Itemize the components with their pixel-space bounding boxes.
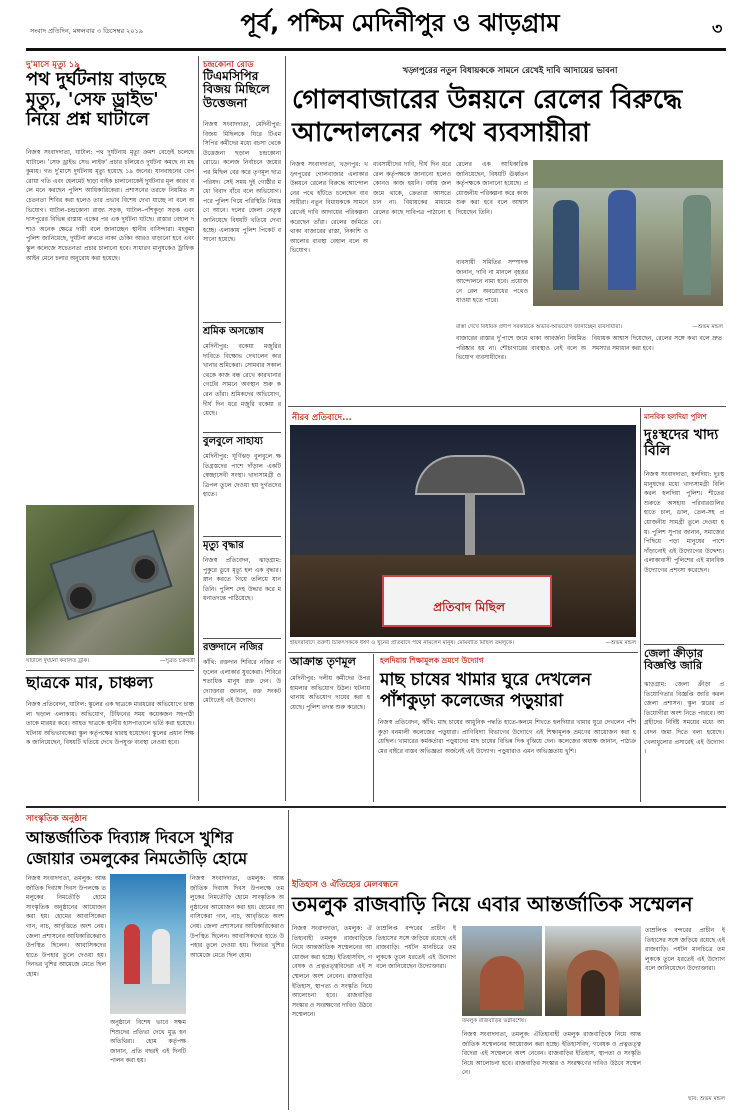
protest-photo bbox=[290, 425, 636, 637]
police-kicker: মানবিক হলদিয়া পুলিশ bbox=[644, 413, 707, 421]
blood-headline: রক্তদানে নজির bbox=[203, 642, 264, 653]
person-figure bbox=[608, 190, 636, 290]
masthead-date: সংবাদ প্রতিদিন, মঙ্গলবার ৩ ডিসেম্বর ২০১৯ bbox=[30, 27, 144, 35]
lead-body-col5: বিধায়ক আশ্বাস দিয়েছেন, রেলের সঙ্গে কথা বলে দ্রুত সমস্যার সমাধান করা হবে। bbox=[592, 335, 722, 352]
col2-headline: টিএমসিপির বিজয় মিছিলে উত্তেজনা bbox=[203, 69, 270, 110]
truck-photo-credit: —সুব্রত চক্রবর্তী bbox=[159, 658, 195, 664]
truck-photo-caption: ঘাটালে দুর্ঘটনা কবলিত ট্রাক। bbox=[26, 658, 90, 664]
lead-body-col4: বাজারের রাস্তার দু'পাশে জমে থাকা আবর্জনা নিয়মিত পরিষ্কার হয় না। শৌচাগারের ব্যবস্থাও নেই বলে অভিযোগ ব্যবসায়ীদের। bbox=[456, 335, 586, 362]
masthead bbox=[0, 0, 750, 46]
col2-divider bbox=[203, 432, 281, 433]
disability-body-2: অনুষ্ঠানে বিশেষ ভাবে সক্ষম শিশুদের প্রতিভা দেখে মুগ্ধ হন অতিথিরা। হোম কর্তৃপক্ষ জানান, প্রতি বছরই এই দিনটি পালন করা হয়। bbox=[110, 1019, 186, 1065]
disability-body: নিজস্ব সংবাদদাতা, তমলুক: আন্তর্জাতিক দিব্যাঙ্গ দিবস উপলক্ষে তমলুকের নিমতৌড়ি হোমে সাংস্কৃতিক অনুষ্ঠানের আয়োজন করা হয়। হোমের আবাসিকেরা গান, নাচ, আবৃত্তিতে অংশ নেয়। জেলা প্রশাসনের আধিকারিকেরাও উপস্থিত ছিলেন। আবাসিকদের হাতে উপহার তুলে দেওয়া হয়। দিনভর খুশির আমেজে মেতে ছিল হোম। bbox=[26, 875, 106, 978]
col1-body: নিজস্ব সংবাদদাতা, ঘাটাল: পথ দুর্ঘটনায় মৃত্যু ক্রমশ বেড়েই চলেছে ঘাটালে। 'সেফ ড্রাইভ সেভ লাইফ' প্রচার চলিয়েও দুর্ঘটনা কমছে না মহকুমায়। গত দু'মাসে দুর্ঘটনায় মৃত্যু হয়েছে ১৯ জনের। যানবাহনের বেপরোয়া গতি এবং হেলমেট ছাড়া বাইক চালানোকেই দুর্ঘটনার মূল কারণ বলে মনে করছেন পুলিশ আধিকারিকেরা। প্রশাসনের তরফে নিয়মিত সচেতনতা শিবির করা হলেও তার প্রভাব বিশেষ দেখা যাচ্ছে না বলে অভিযোগ। ঘাটাল–চন্দ্রকোনা রাজ্য সড়ক, ঘাটাল–পাঁশকুড়া সড়ক এবং দাসপুরের বিভিন্ন রাস্তায় একের পর এক দুর্ঘটনা ঘটছে। রাস্তার বেহাল দশাও অনেক ক্ষেত্রে দায়ী বলে জানাচ্ছেন স্থানীয় বাসিন্দারা। মহকুমা পুলিশ জানিয়েছে, দুর্ঘটনা রুখতে নাকা চেকিং আরও বাড়ানো হবে এবং স্কুল কলেজে সচেতনতা প্রচার চালানো হবে। সাধারণ মানুষকেও ট্রাফিক আইন মেনে চলার অনুরোধ করা হয়েছে। bbox=[26, 149, 194, 262]
sports-body: ঝাড়গ্রাম: জেলা ক্রীড়া প্রতিযোগিতার বিজ্ঞপ্তি জারি করল জেলা প্রশাসন। স্কুল স্তরের প্রতিযোগীরা অংশ নিতে পারবে। আগ্রহীদের নির্দিষ্ট সময়ের মধ্যে আবেদন জমা দিতে বলা হয়েছে। খেলাধুলোর প্রসারেই এই উদ্যোগ। bbox=[644, 681, 724, 756]
protest-kicker: নীরব প্রতিবাদে... bbox=[292, 413, 352, 423]
protest-banner-text: প্রতিবাদ মিছিল bbox=[433, 600, 505, 614]
ruin-arch-opening bbox=[581, 970, 605, 1016]
protest-caption: হায়দরাবাদে তরুণী চিকিৎসককে ধর্ষণ ও খুনের প্রতিবাদে পথে নামলেন মানুষ। মোমবাতি মিছিল তমলুকে। bbox=[290, 640, 515, 646]
disability-kicker: সাংস্কৃতিক অনুষ্ঠান bbox=[26, 814, 88, 824]
column-rule bbox=[373, 654, 374, 802]
column-rule bbox=[288, 810, 289, 1110]
rajbari-headline: তমলুক রাজবাড়ি নিয়ে এবার আন্তর্জাতিক সম্মেলন bbox=[292, 892, 693, 916]
rajbari-photo-2 bbox=[545, 926, 641, 1016]
disability-photo bbox=[110, 874, 186, 1014]
sports-headline: জেলা ক্রীড়ার বিজ্ঞপ্তি জারি bbox=[644, 647, 703, 673]
lead-kicker: খড়্গপুরের নতুন বিধায়ককে সামনে রেখেই দাবি আদায়ের ভাবনা bbox=[402, 66, 618, 76]
section-rule bbox=[288, 406, 726, 407]
col1-headline: পথ দুর্ঘটনায় বাড়ছে মৃত্যু, 'সেফ ড্রাইভ' নিয়ে প্রশ্ন ঘাটালে bbox=[26, 69, 166, 131]
col1-divider bbox=[26, 670, 194, 671]
fish-body: নিজস্ব প্রতিবেদন, কাঁথি: মাছ চাষের আধুনিক পদ্ধতি হাতে-কলমে শিখতে হলদিয়ার খামার ঘুরে দেখলেন পাঁশকুড়া বনমালী কলেজের পড়ুয়ারা। প্রাণিবিদ্যা বিভাগের উদ্যোগে এই শিক্ষামূলক ভ্রমণের আয়োজন করা হয়েছিল। খামারের কর্মকর্তারা পড়ুয়াদের মাছ চাষের বিভিন্ন দিক বুঝিয়ে দেন। কলেজের অধ্যক্ষ জানান, পাঠ্যক্রমের বাইরে বাস্তব অভিজ্ঞতা অর্জনেই এই উদ্যোগ। পড়ুয়ারাও এমন অভিজ্ঞতায় খুশি। bbox=[378, 719, 636, 755]
column-rule bbox=[640, 408, 641, 802]
col2-kicker: চন্দ্রকোনা রোড bbox=[203, 60, 254, 70]
labour-headline: শ্রমিক অসন্তোষ bbox=[203, 326, 264, 337]
fish-kicker: হলদিয়ায় শিক্ষামূলক ভ্রমণে উদ্যোগ bbox=[380, 656, 484, 665]
lead-body-col3: রেলের এক আধিকারিক জানিয়েছেন, বিষয়টি ঊর্ধ্বতন কর্তৃপক্ষকে জানানো হয়েছে। প্রয়োজনীয় পরিকল্পনা করে কাজ শুরু করা হবে বলে আশ্বাস দিয়েছেন তিনি। bbox=[456, 161, 528, 216]
fish-headline: মাছ চাষের খামার ঘুরে দেখলেন পাঁশকুড়া কলেজের পড়ুয়ারা bbox=[380, 670, 592, 712]
rajbari-body-4: তাম্রলিপ্ত বন্দরের প্রাচীন ইতিহাসের সঙ্গে জড়িয়ে রয়েছে এই রাজবাড়ি। পর্যটন মানচিত্রে তমলুককে তুলে ধরতেই এই উদ্যোগ বলে জানিয়েছেন উদ্যোক্তারা। bbox=[645, 927, 725, 973]
truck-wheel bbox=[131, 555, 159, 583]
masthead-rule bbox=[26, 48, 726, 51]
student-body: নিজস্ব প্রতিবেদন, ঘাটাল: স্কুলের এক ছাত্রকে মারধরের অভিযোগে চাঞ্চল্য ছড়াল এলাকায়। অভিযোগ, টিফিনের সময় কয়েকজন সহপাঠী তাকে মারধর করে। আহত ছাত্রকে স্থানীয় হাসপাতালে ভর্তি করা হয়েছে। ঘটনায় অভিভাবকেরা স্কুল কর্তৃপক্ষের দ্বারস্থ হয়েছেন। স্কুলের প্রধান শিক্ষক জানিয়েছেন, বিষয়টি খতিয়ে দেখে উপযুক্ত ব্যবস্থা নেওয়া হবে। bbox=[26, 701, 194, 747]
section-rule bbox=[26, 806, 726, 808]
rajbari-photo-1 bbox=[462, 926, 542, 1016]
statue bbox=[465, 493, 475, 563]
lead-body-col3b: ব্যবসায়ী সমিতির সম্পাদক জানান, দাবি না মানলে বৃহত্তর আন্দোলনে নামা হবে। প্রয়োজনে রেল অবরোধের পথেও যাওয়া হতে পারে। bbox=[456, 259, 528, 305]
col2-divider bbox=[203, 536, 281, 537]
labour-body: মেদিনীপুর: বকেয়া মজুরির দাবিতে বিক্ষোভ দেখালেন কারখানার শ্রমিকেরা। সোমবার সকাল থেকে কাজ বন্ধ রেখে কারখানার গেটের সামনে অবস্থান শুরু করেন তাঁরা। শ্রমিকদের অভিযোগ, দীর্ঘ দিন ধরে মজুরি বকেয়া রয়েছে। bbox=[203, 343, 281, 418]
rajbari-kicker: ইতিহাস ও ঐতিহ্যের মেলবন্ধনে bbox=[292, 880, 399, 890]
col1-kicker: দু'মাসে মৃত্যু ১৯ bbox=[26, 60, 80, 70]
lead-body-col2: ব্যবসায়ীদের দাবি, দীর্ঘ দিন ধরে রেল কর্তৃপক্ষকে জানানো হলেও কোনও কাজ হয়নি। বর্ষায় জল জমে থাকে, ক্রেতারা আসতে চান না। বিধায়কের মাধ্যমে রেলের কাছে দাবিপত্র পাঠানো হবে। bbox=[373, 161, 451, 226]
person-figure bbox=[124, 924, 140, 984]
death-body: নিজস্ব প্রতিবেদন, ঝাড়গ্রাম: পুকুরে ডুবে মৃত্যু হল এক বৃদ্ধার। স্নান করতে গিয়ে তলিয়ে যান তিনি। পুলিশ দেহ উদ্ধার করে ময়নাতদন্তে পাঠিয়েছে। bbox=[203, 557, 281, 603]
disability-headline: আন্তর্জাতিক দিব্যাঙ্গ দিবসে খুশির জোয়ার তমলুকের নিমতৌড়ি হোমে bbox=[26, 828, 248, 868]
rajbari-credit: ছবি: শুভম মন্ডল bbox=[688, 1096, 725, 1102]
rajbari-body-2: তাম্রলিপ্ত বন্দরের প্রাচীন ইতিহাসের সঙ্গে জড়িয়ে রয়েছে এই রাজবাড়ি। পর্যটন মানচিত্রে তমলুককে তুলে ধরতেই এই উদ্যোগ বলে জানিয়েছেন উদ্যোক্তারা। bbox=[376, 925, 456, 971]
police-body: নিজস্ব সংবাদদাতা, হলদিয়া: দুঃস্থ মানুষদের মধ্যে খাদ্যসামগ্রী বিলি করল হলদিয়া পুলিশ। শীতের শুরুতে অসহায় পরিবারগুলির হাতে চাল, ডাল, তেল-সহ প্রয়োজনীয় সামগ্রী তুলে দেওয়া হয়। পুলিশ সুপার জানান, সমাজের পিছিয়ে পড়া মানুষের পাশে দাঁড়ানোই এই উদ্যোগের উদ্দেশ্য। এলাকাবাসী পুলিশের এই মানবিক উদ্যোগের প্রশংসা করেছেন। bbox=[644, 471, 724, 574]
lead-photo-credit: —শুভম মন্ডল bbox=[692, 324, 723, 330]
section-rule bbox=[288, 652, 638, 653]
attack-headline: আক্রান্ত তৃণমূল bbox=[290, 655, 356, 668]
rajbari-photo-caption: তমলুক রাজবাড়ির ভগ্নাবশেষ। bbox=[462, 1018, 526, 1024]
page-number: ৩ bbox=[712, 19, 723, 38]
column-rule bbox=[285, 56, 286, 801]
col-divider bbox=[644, 644, 724, 645]
col2-divider bbox=[203, 322, 281, 323]
lead-body-col1: নিজস্ব সংবাদদাতা, খড়্গপুর: খড়্গপুরের গোলবাজার এলাকার উন্নয়নে রেলের বিরুদ্ধে আন্দোলনের পথে হাঁটতে চলেছেন ব্যবসায়ীরা। নতুন বিধায়ককে সামনে রেখেই দাবি আদায়ের পরিকল্পনা করেছেন তাঁরা। রেলের জমিতে থাকা বাজারের রাস্তা, নিকাশি ও আলোর ব্যবস্থা বেহাল বলে অভিযোগ। bbox=[290, 161, 368, 255]
protest-credit: —শুভম মন্ডল bbox=[605, 640, 636, 646]
truck-photo bbox=[26, 505, 194, 655]
umbrella-icon bbox=[415, 455, 525, 495]
ruin-wall bbox=[480, 956, 524, 1010]
person-figure bbox=[683, 195, 711, 295]
masthead-title: পূর্ব, পশ্চিম মেদিনীপুর ও ঝাড়গ্রাম bbox=[240, 9, 560, 37]
bulbul-headline: বুলবুলে সাহায্য bbox=[203, 436, 263, 447]
person-figure bbox=[553, 200, 579, 290]
col2-divider bbox=[203, 638, 281, 639]
lead-photo bbox=[533, 160, 723, 306]
truck-wheel bbox=[66, 583, 96, 613]
attack-body: মেদিনীপুর: দলীয় কর্মীদের উপর হামলার অভিযোগ উঠল। ঘটনায় থানায় অভিযোগ দায়ের করা হয়েছে। পুলিশ তদন্ত শুরু করেছে। bbox=[290, 675, 370, 711]
rajbari-body-3: নিজস্ব সংবাদদাতা, তমলুক: ঐতিহ্যবাহী তমলুক রাজবাড়িকে নিয়ে আন্তর্জাতিক সম্মেলনের আয়োজন করা হচ্ছে। ইতিহাসবিদ, গবেষক ও প্রত্নতত্ত্ববিদেরা এই সম্মেলনে অংশ নেবেন। রাজবাড়ির ইতিহাস, স্থাপত্য ও সংস্কৃতি নিয়ে আলোচনা হবে। রাজবাড়ির সংস্কার ও সংরক্ষণের দাবিও উঠবে সম্মেলনে। bbox=[462, 1031, 641, 1077]
lead-headline: গোলবাজারের উন্নয়নে রেলের বিরুদ্ধে আন্দোলনের পথে ব্যবসায়ীরা bbox=[292, 85, 683, 148]
police-headline: দুঃস্থদের খাদ্য বিলি bbox=[644, 427, 719, 459]
wall bbox=[533, 160, 723, 188]
blood-body: কাঁথি: রক্তদান শিবিরে নজির গড়লেন এলাকার যুবকেরা। শিবিরে শতাধিক মানুষ রক্ত দেন। উদ্যোক্তারা জানান, রক্ত সংকট মেটাতেই এই উদ্যোগ। bbox=[203, 659, 281, 705]
death-headline: মৃত্যু বৃদ্ধার bbox=[203, 540, 244, 551]
student-headline: ছাত্রকে মার, চাঞ্চল্য bbox=[26, 673, 154, 692]
column-rule bbox=[198, 56, 199, 801]
protest-banner bbox=[382, 575, 552, 627]
disability-body-3: নিজস্ব সংবাদদাতা, তমলুক: আন্তর্জাতিক দিব্যাঙ্গ দিবস উপলক্ষে তমলুকের নিমতৌড়ি হোমে সাংস্কৃতিক অনুষ্ঠানের আয়োজন করা হয়। হোমের আবাসিকেরা গান, নাচ, আবৃত্তিতে অংশ নেয়। জেলা প্রশাসনের আধিকারিকেরাও উপস্থিত ছিলেন। আবাসিকদের হাতে উপহার তুলে দেওয়া হয়। দিনভর খুশির আমেজে মেতে ছিল হোম। bbox=[190, 875, 284, 959]
bulbul-body: মেদিনীপুর: ঘূর্ণিঝড় বুলবুলে ক্ষতিগ্রস্তদের পাশে দাঁড়াল একটি স্বেচ্ছাসেবী সংস্থা। খাদ্যসামগ্রী ও ত্রিপল তুলে দেওয়া হয় দুর্গতদের হাতে। bbox=[203, 453, 281, 499]
lead-photo-caption: রাস্তা দেখে বিধায়ক প্রদীপ সরকারকে অভাব-অভিযোগ জানাচ্ছেন ব্যবসায়ীরা। bbox=[456, 324, 623, 330]
rajbari-body: নিজস্ব সংবাদদাতা, তমলুক: ঐতিহ্যবাহী তমলুক রাজবাড়িকে নিয়ে আন্তর্জাতিক সম্মেলনের আয়োজন করা হচ্ছে। ইতিহাসবিদ, গবেষক ও প্রত্নতত্ত্ববিদেরা এই সম্মেলনে অংশ নেবেন। রাজবাড়ির ইতিহাস, স্থাপত্য ও সংস্কৃতি নিয়ে আলোচনা হবে। রাজবাড়ির সংস্কার ও সংরক্ষণের দাবিও উঠবে সম্মেলনে। bbox=[292, 925, 372, 1019]
person-figure bbox=[152, 929, 170, 984]
col2-body: নিজস্ব সংবাদদাতা, মেদিনীপুর: বিজয় মিছিলকে ঘিরে টিএমসিপির কর্মীদের মধ্যে বচসা থেকে উত্তেজনা ছড়াল চন্দ্রকোনা রোডে। কলেজ নির্বাচনে জয়ের পর মিছিল বের করে তৃণমূল ছাত্র পরিষদ। সেই সময় দুই গোষ্ঠীর মধ্যে বিবাদ বাঁধে বলে অভিযোগ। পরে পুলিশ গিয়ে পরিস্থিতি নিয়ন্ত্রণে আনে। দলের জেলা নেতৃত্ব জানিয়েছে বিষয়টি খতিয়ে দেখা হচ্ছে। এলাকায় পুলিশ পিকেট বসানো হয়েছে। bbox=[203, 121, 281, 244]
